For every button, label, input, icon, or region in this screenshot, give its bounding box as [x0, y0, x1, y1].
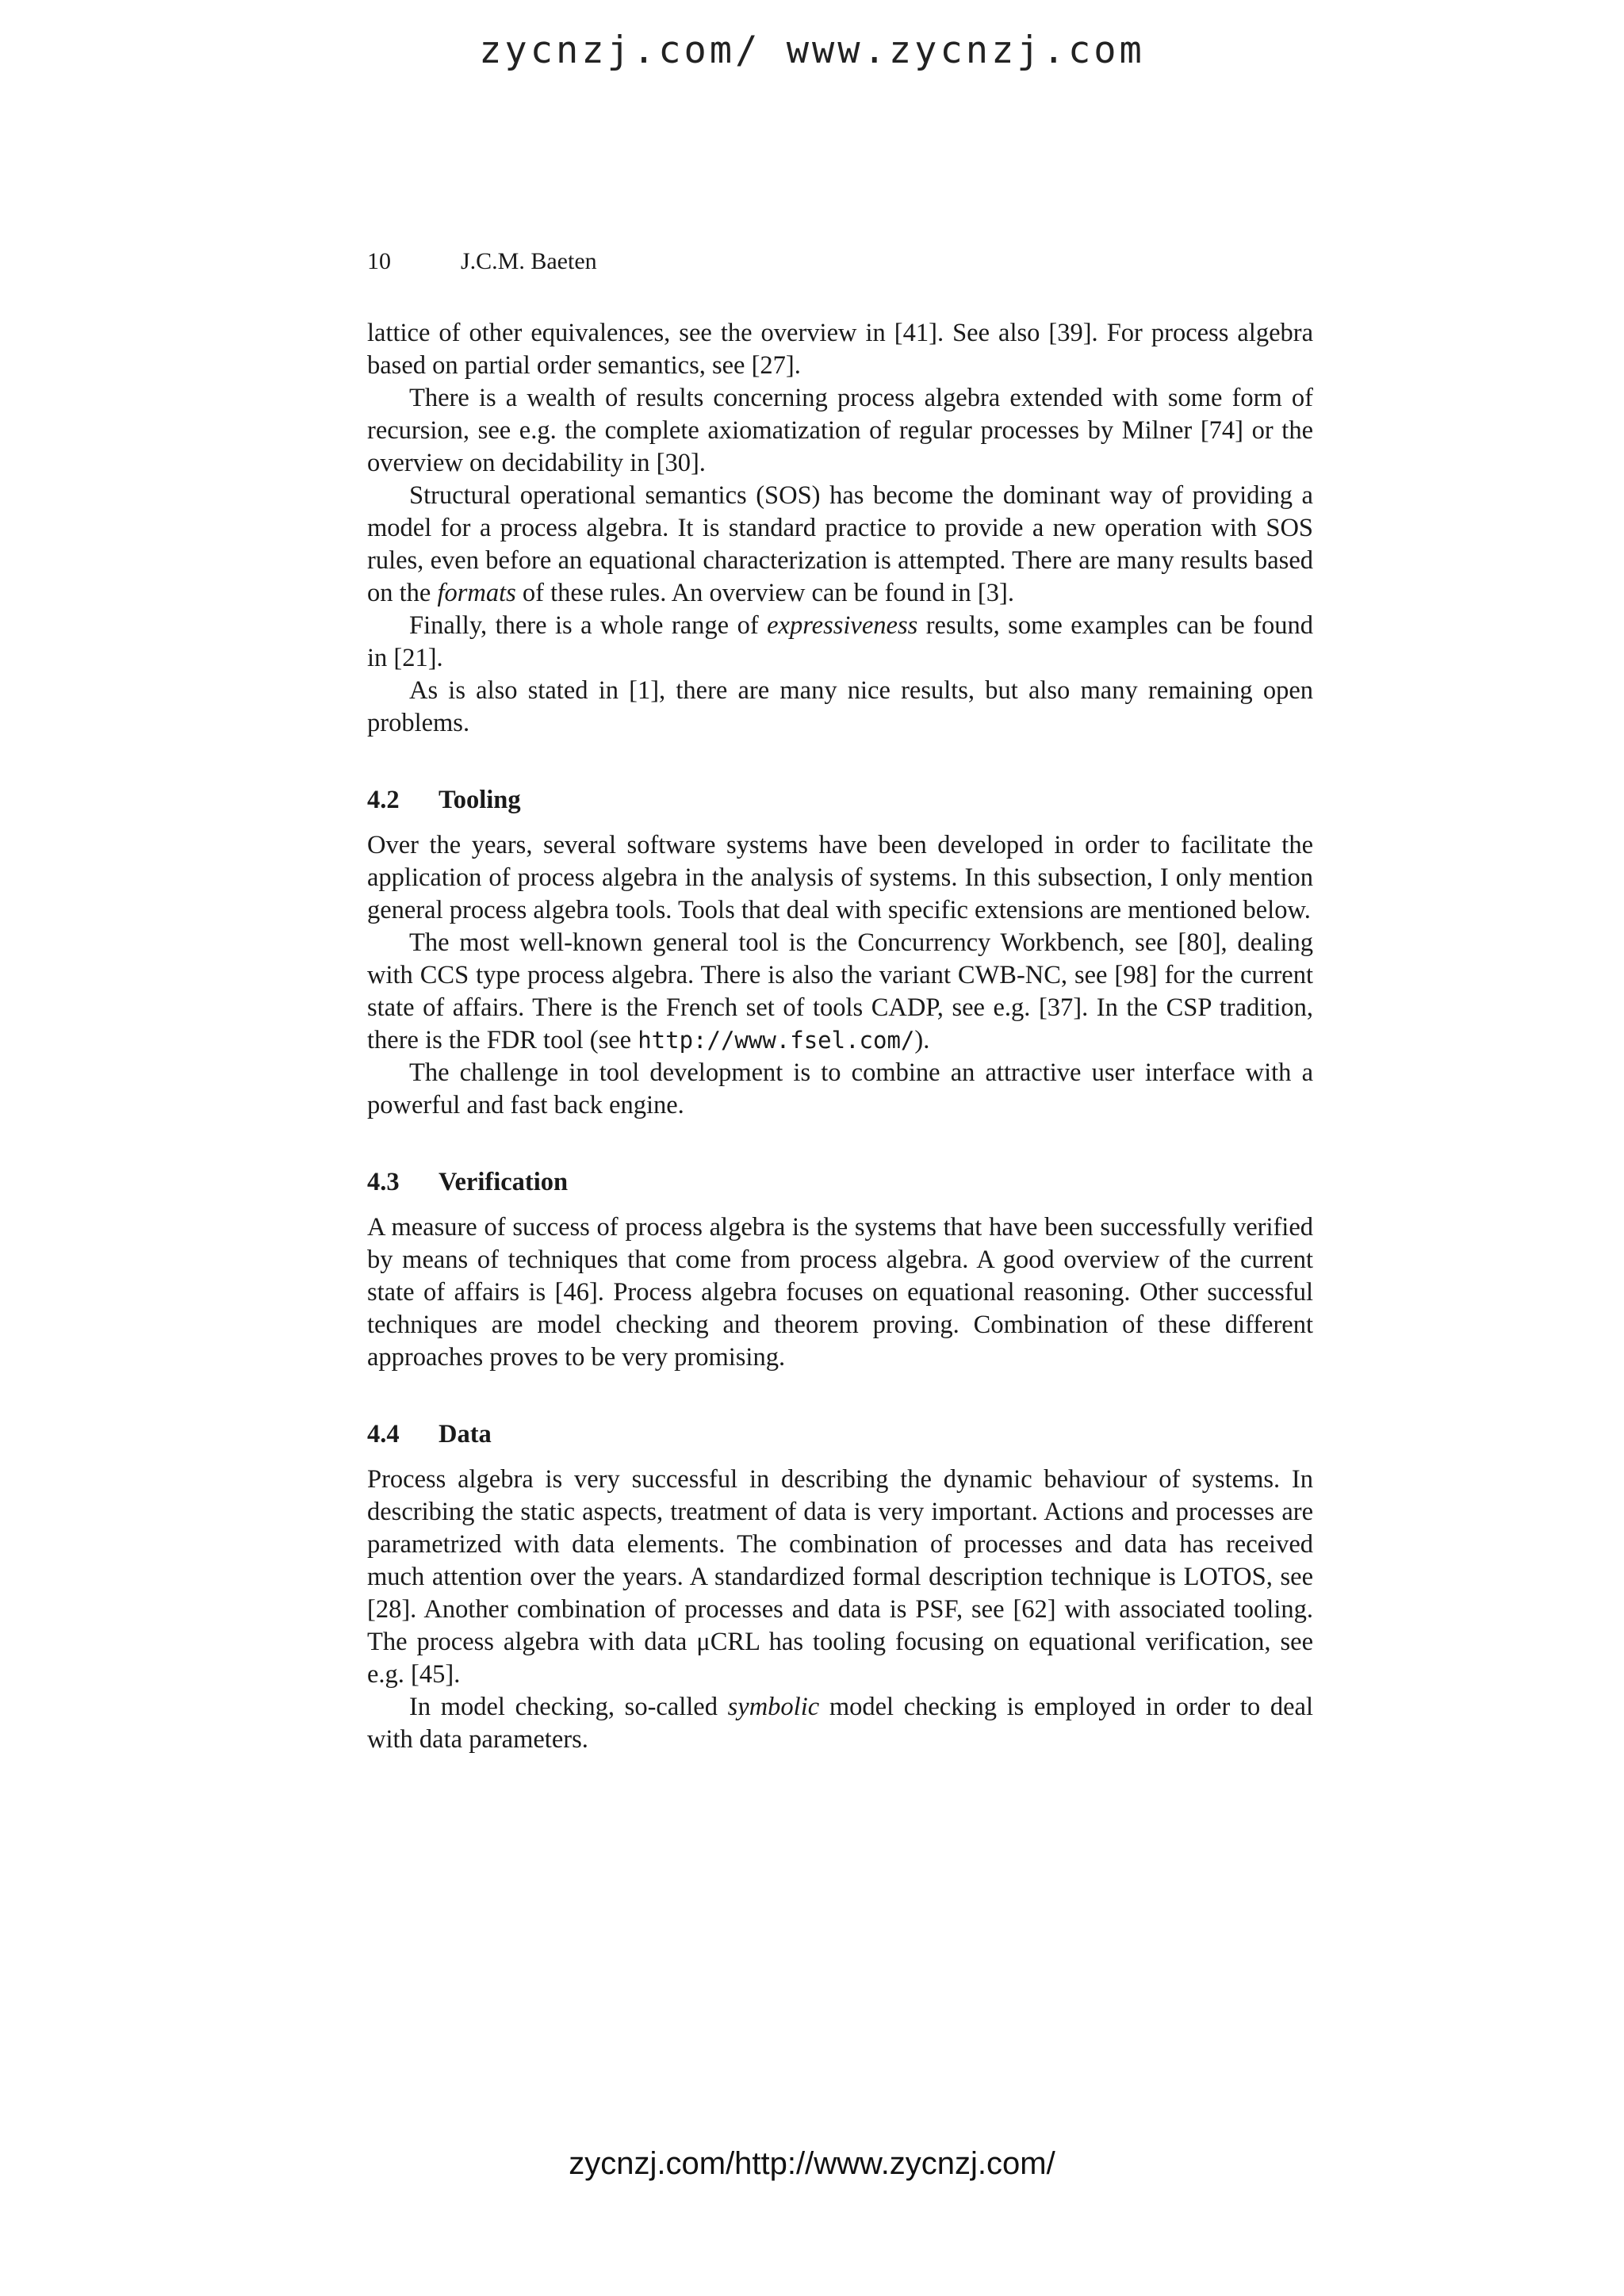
section-heading-verification: [367, 1166, 1313, 1199]
text-run: Structural operational semantics (SOS) has become the dominant way of providing a model for a process algebra. It is standard practice to provide a new operation with SOS rules, even before an equational characterization is attempted. There are many results based on the: [367, 481, 1313, 607]
section-title: Data: [439, 1420, 492, 1448]
emphasis: symbolic: [727, 1693, 820, 1721]
text-run: The most well-known general tool is the Concurrency Workbench, see [80], dealing with CCS type process algebra. There is also the variant CWB-NC, see [98] for the current state of affairs. There is the French set of tools CADP, see e.g. [37]. In the CSP tradition, there is the FDR tool (see: [367, 928, 1313, 1054]
paragraph: [367, 480, 1313, 610]
emphasis: expressiveness: [767, 611, 918, 640]
paragraph: Process algebra is very successful in describing the dynamic behaviour of systems. In describing the static aspects, treatment of data is very important. Actions and processes are parametrized with data elements. The combination of processes and data has received much attention over the years. A standardized formal description technique is LOTOS, see [28]. Another combination of processes and data is PSF, see [62] with associated tooling. The process algebra with data μCRL has tooling focusing on equational verification, see e.g. [45].: [367, 1465, 1313, 1689]
section-number: 4.3: [367, 1168, 400, 1196]
emphasis: formats: [437, 579, 516, 607]
paragraph: There is a wealth of results concerning process algebra extended with some form of recursion, see e.g. the complete axiomatization of regular processes by Milner [74] or the overview on decidability in [30].: [367, 384, 1313, 477]
paragraph: [367, 927, 1313, 1057]
page-body: [367, 317, 1313, 1756]
url-link[interactable]: http://www.fsel.com/: [638, 1027, 915, 1054]
section-heading-tooling: [367, 784, 1313, 817]
text-run: Finally, there is a whole range of: [409, 611, 768, 640]
paragraph: Over the years, several software systems have been developed in order to facilitate the application of process algebra in the analysis of systems. In this subsection, I only mention general process algebra tools. Tools that deal with specific extensions are mentioned below.: [367, 831, 1313, 924]
text-run: ).: [914, 1026, 930, 1054]
section-title: Tooling: [439, 786, 521, 814]
section-number: 4.2: [367, 786, 400, 814]
text-run: model checking is employed in order to deal with data parameters.: [367, 1693, 1313, 1754]
text-run: of these rules. An overview can be found in [3].: [515, 579, 1014, 607]
section-heading-data: [367, 1418, 1313, 1451]
text-run: results, some examples can be found in [21].: [367, 611, 1313, 672]
section-number: 4.4: [367, 1420, 400, 1448]
paragraph: lattice of other equivalences, see the overview in [41]. See also [39]. For process algebra based on partial order semantics, see [27].: [367, 319, 1313, 380]
paragraph: A measure of success of process algebra is the systems that have been successfully verified by means of techniques that come from process algebra. A good overview of the current state of affairs is [46]. Process algebra focuses on equational reasoning. Other successful techniques are model checking and theorem proving. Combination of these different approaches proves to be very promising.: [367, 1213, 1313, 1372]
paragraph: The challenge in tool development is to combine an attractive user interface with a powerful and fast back engine.: [367, 1058, 1313, 1119]
watermark-bottom: zycnzj.com/http://www.zycnzj.com/: [569, 2146, 1055, 2181]
watermark-top: zycnzj.com/ www.zycnzj.com: [479, 29, 1145, 72]
running-head: [367, 248, 597, 275]
section-title: Verification: [439, 1168, 569, 1196]
paragraph: As is also stated in [1], there are many nice results, but also many remaining open problems.: [367, 676, 1313, 737]
paragraph: [367, 1691, 1313, 1756]
text-run: In model checking, so-called: [409, 1693, 728, 1721]
running-head-author: J.C.M. Baeten: [461, 248, 597, 274]
paragraph: [367, 610, 1313, 675]
page-number: 10: [367, 248, 391, 274]
